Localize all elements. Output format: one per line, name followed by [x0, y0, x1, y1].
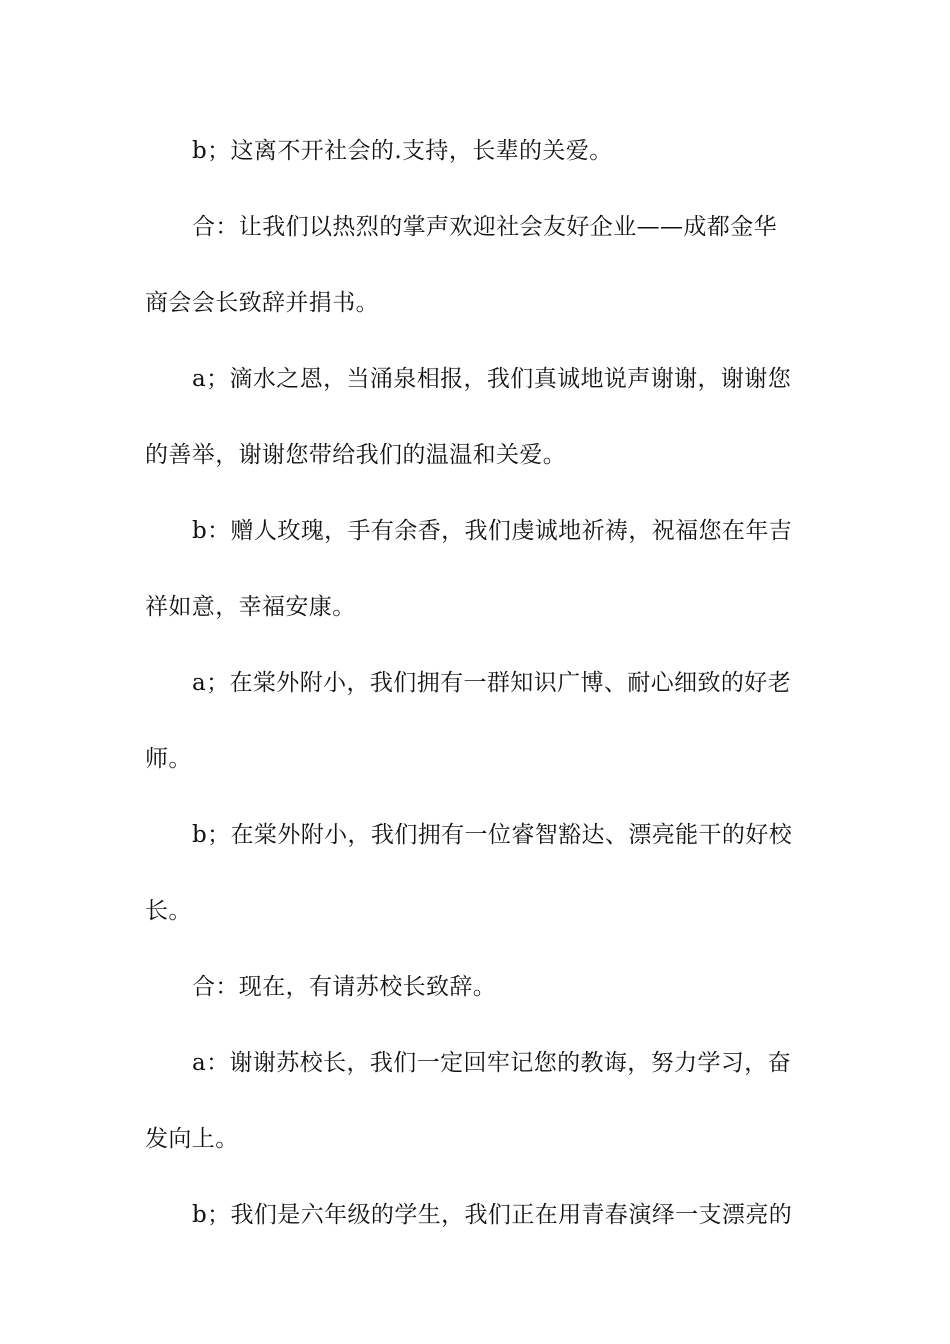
paragraph-line: 商会会长致辞并捐书。 [145, 290, 379, 316]
paragraph-line: a：谢谢苏校长，我们一定回牢记您的教诲，努力学习，奋 [192, 1050, 792, 1076]
paragraph-line: b：赠人玫瑰，手有余香，我们虔诚地祈祷，祝福您在年吉 [192, 518, 793, 544]
paragraph-line: 祥如意，幸福安康。 [145, 594, 356, 620]
paragraph-line: 合：让我们以热烈的掌声欢迎社会友好企业——成都金华 [192, 214, 777, 240]
paragraph-line: 长。 [145, 898, 192, 924]
paragraph-line: 师。 [145, 746, 192, 772]
paragraph-line: 合：现在，有请苏校长致辞。 [192, 974, 497, 1000]
document-body [145, 113, 807, 1253]
paragraph-line: 发向上。 [145, 1126, 239, 1152]
paragraph-line: a；在棠外附小，我们拥有一群知识广博、耐心细致的好老 [192, 670, 792, 696]
paragraph-line: b；在棠外附小，我们拥有一位睿智豁达、漂亮能干的好校 [192, 822, 793, 848]
paragraph-line: b；我们是六年级的学生，我们正在用青春演绎一支漂亮的 [192, 1202, 793, 1228]
paragraph-line: a；滴水之恩，当涌泉相报，我们真诚地说声谢谢，谢谢您 [192, 366, 792, 392]
paragraph-line: b；这离不开社会的.支持，长辈的关爱。 [192, 138, 613, 164]
paragraph-line: 的善举，谢谢您带给我们的温温和关爱。 [145, 442, 567, 468]
